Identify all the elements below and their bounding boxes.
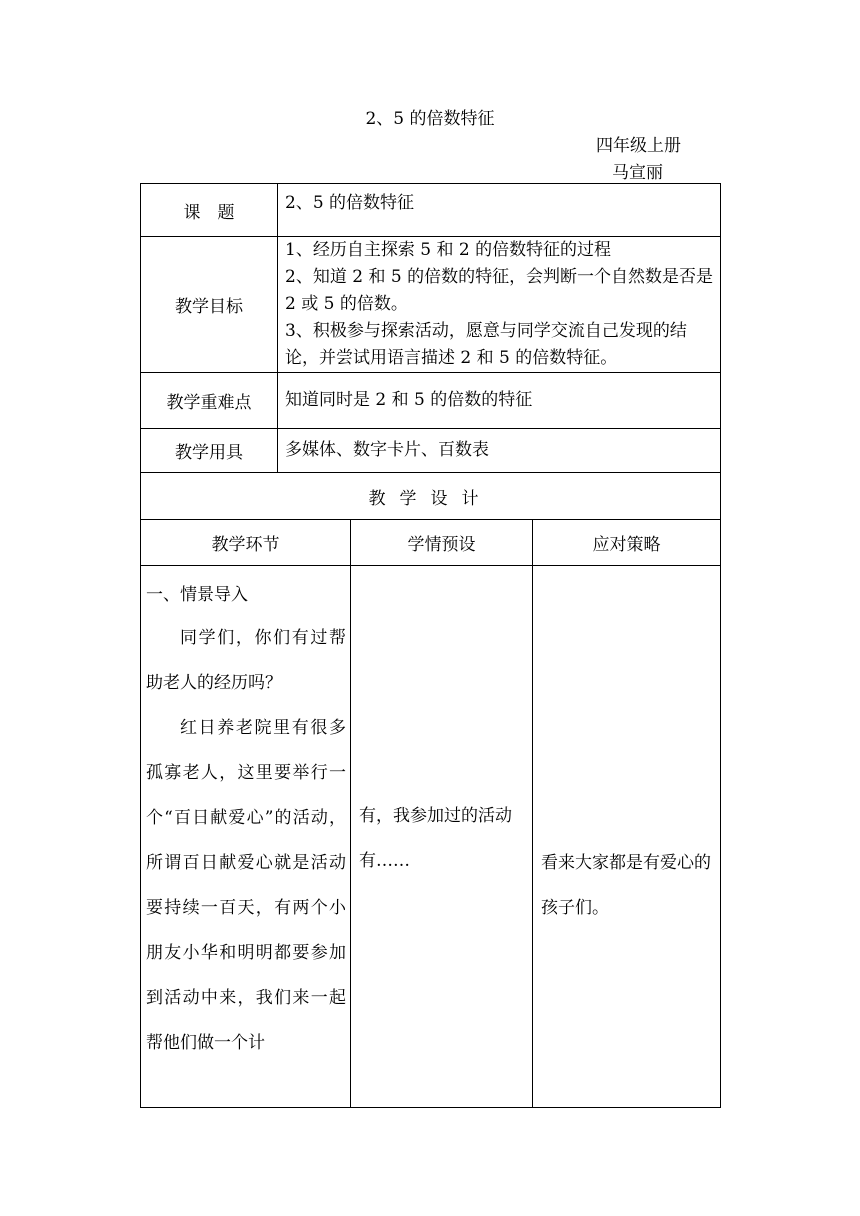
key-points-label: 教学重难点: [141, 373, 278, 429]
topic-label: 课 题: [141, 184, 278, 237]
tools-label: 教学用具: [141, 429, 278, 473]
stage-title: 一、情景导入: [146, 585, 248, 605]
student-response-cell: [351, 566, 533, 1108]
goal-item: 3、积极参与探索活动，愿意与同学交流自己发现的结论，并尝试用语言描述 2 和 5 的倍数特征。: [285, 321, 687, 368]
column-header: 学情预设: [351, 520, 533, 566]
key-points-value: 知道同时是 2 和 5 的倍数的特征: [278, 373, 721, 429]
document-title: 2、5 的倍数特征: [365, 109, 495, 129]
tools-value: 多媒体、数字卡片、百数表: [278, 429, 721, 473]
student-response: 有，我参加过的活动有……: [359, 806, 512, 871]
topic-value: 2、5 的倍数特征: [278, 184, 721, 237]
stage-paragraph: 红日养老院里有很多孤寡老人，这里要举行一个“百日献爱心”的活动，所谓百日献爱心就是活动要持续一百天，有两个小朋友小华和明明都要参加到活动中来，我们来一起帮他们做一个计: [146, 718, 346, 1053]
teaching-stage-cell: [141, 566, 351, 1108]
lesson-plan-table: [140, 183, 721, 1108]
design-heading-row: [141, 473, 721, 520]
goals-label: 教学目标: [141, 237, 278, 373]
grade-label: 四年级上册: [596, 136, 681, 156]
stage-row: [141, 566, 721, 1108]
teacher-strategy-cell: [533, 566, 721, 1108]
goals-content: [278, 237, 721, 373]
stage-paragraph: 同学们，你们有过帮助老人的经历吗？: [146, 628, 346, 693]
goal-item: 2、知道 2 和 5 的倍数的特征，会判断一个自然数是否是 2 或 5 的倍数。: [285, 267, 714, 314]
column-header: 教学环节: [141, 520, 351, 566]
teaching-design-heading: 教学设计: [141, 473, 721, 520]
teacher-strategy: 看来大家都是有爱心的孩子们。: [541, 853, 711, 918]
author-name: 马宣丽: [612, 163, 663, 183]
column-header: 应对策略: [533, 520, 721, 566]
column-header-row: [141, 520, 721, 566]
tools-row: [141, 429, 721, 473]
topic-row: [141, 184, 721, 237]
key-points-row: [141, 373, 721, 429]
goals-row: [141, 237, 721, 373]
goal-item: 1、经历自主探索 5 和 2 的倍数特征的过程: [285, 240, 612, 260]
